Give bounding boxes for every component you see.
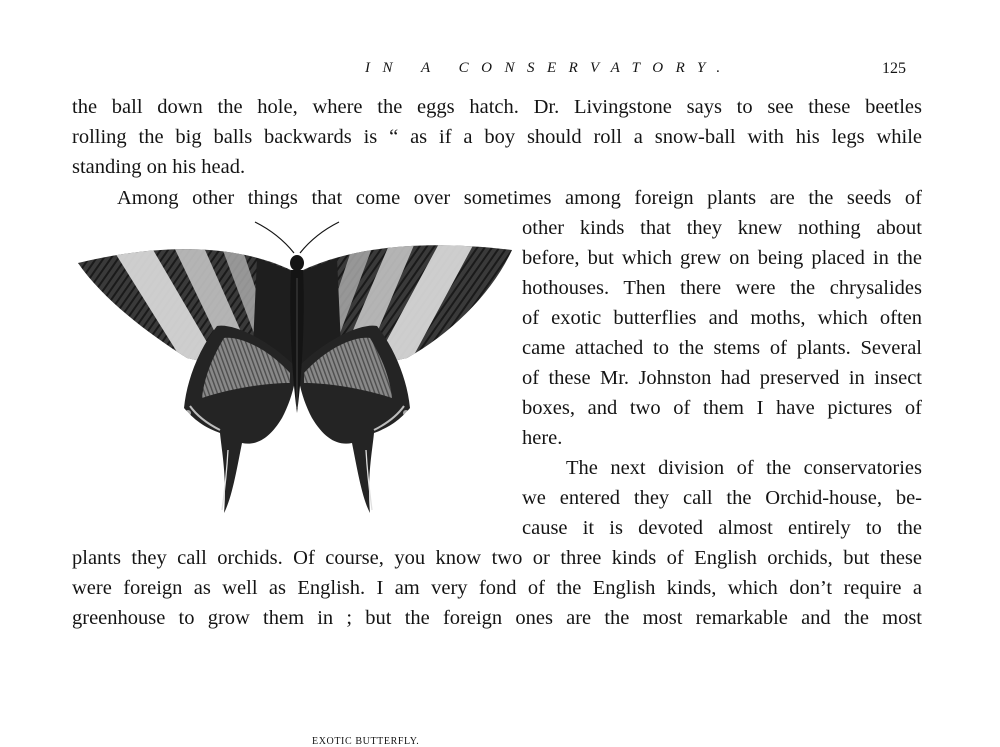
text-line: the ball down the hole, where the eggs hatch. Dr. Livingstone says to see these beetles: [72, 96, 922, 118]
text-line: of these Mr. Johnston had preserved in insect: [522, 367, 922, 389]
text-line: standing on his head.: [72, 156, 246, 178]
page-number: 125: [882, 60, 906, 77]
text-line: other kinds that they knew nothing about: [522, 217, 922, 239]
text-line: we entered they call the Orchid-house, be-: [522, 487, 922, 509]
text-line: were foreign as well as English. I am very fond of the English kinds, which don’t require a: [72, 577, 922, 599]
text-line: rolling the big balls backwards is “ as if a boy should roll a snow-ball with his legs while: [72, 126, 922, 148]
text-line: boxes, and two of them I have pictures of: [522, 397, 922, 419]
text-line: hothouses. Then there were the chrysalides: [522, 277, 922, 299]
text-line: here.: [522, 427, 563, 449]
text-line: greenhouse to grow them in ; but the foreign ones are the most remarkable and the most: [72, 607, 922, 629]
running-title: IN A CONSERVATORY.: [365, 60, 733, 76]
text-line: came attached to the stems of plants. Several: [522, 337, 922, 359]
figure-caption: EXOTIC BUTTERFLY.: [312, 736, 420, 747]
text-line: cause it is devoted almost entirely to the: [522, 517, 922, 539]
text-line: of exotic butterflies and moths, which often: [522, 307, 922, 329]
paragraph-start-line: Among other things that come over sometimes among foreign plants are the seeds of: [117, 187, 922, 209]
butterfly-engraving-icon: [72, 218, 517, 518]
paragraph-start-line: The next division of the conservatories: [566, 457, 922, 479]
text-line: before, but which grew on being placed in the: [522, 247, 922, 269]
text-line: plants they call orchids. Of course, you know two or three kinds of English orchids, but these: [72, 547, 922, 569]
